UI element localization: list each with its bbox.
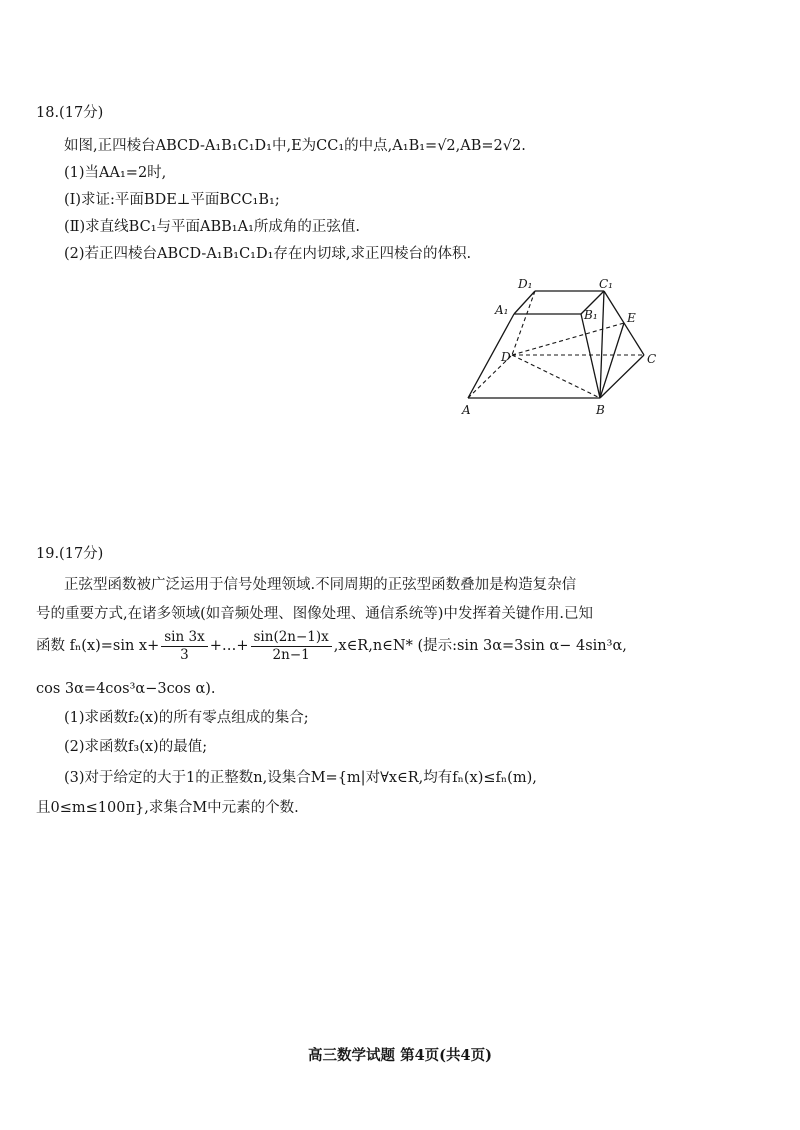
q19-f-prefix: 函数 fₙ(x)=sin x+ <box>36 638 160 654</box>
q19-sub2: (2)求函数f₃(x)的最值; <box>64 739 208 755</box>
page-footer: 高三数学试题 第4页(共4页) <box>308 1047 492 1064</box>
edge-DB <box>512 355 600 398</box>
label-B: B <box>596 403 605 417</box>
q19-sub1: (1)求函数f₂(x)的所有零点组成的集合; <box>64 710 309 726</box>
q19-sub3-line2: 且0≤m≤100π},求集合M中元素的个数. <box>36 800 299 816</box>
label-B1: B₁ <box>584 308 598 322</box>
q18-part1-ii: (Ⅱ)求直线BC₁与平面ABB₁A₁所成角的正弦值. <box>64 219 360 235</box>
fraction-numerator: sin 3x <box>161 629 207 647</box>
edge-D1D <box>512 291 535 355</box>
q19-title: 19.(17分) <box>36 546 104 562</box>
edge-B1B <box>581 314 600 398</box>
q18-part1-i: (Ⅰ)求证:平面BDE⊥平面BCC₁B₁; <box>64 192 280 208</box>
frustum-figure <box>455 272 655 422</box>
q18-part2: (2)若正四棱台ABCD-A₁B₁C₁D₁存在内切球,求正四棱台的体积. <box>64 246 472 262</box>
edge-BC1 <box>600 291 604 398</box>
edge-DE <box>512 323 624 355</box>
q19-function-definition <box>36 626 627 666</box>
fraction-sin3x-over-3 <box>161 629 207 664</box>
q18-part1: (1)当AA₁=2时, <box>64 165 167 181</box>
label-C1: C₁ <box>599 277 613 291</box>
label-D: D <box>501 350 511 364</box>
fraction-denominator: 2n−1 <box>272 646 310 663</box>
q18-title: 18.(17分) <box>36 105 104 121</box>
fraction-numerator: sin(2n−1)x <box>251 629 332 647</box>
q19-line4: cos 3α=4cos³α−3cos α). <box>36 681 216 697</box>
q19-sub3-line1: (3)对于给定的大于1的正整数n,设集合M={m|对∀x∈R,均有fₙ(x)≤fₙ(m), <box>64 770 537 786</box>
fraction-denominator: 3 <box>180 646 189 663</box>
label-E: E <box>627 311 636 325</box>
q18-intro: 如图,正四棱台ABCD-A₁B₁C₁D₁中,E为CC₁的中点,A₁B₁=√2,AB=2√2. <box>64 138 526 154</box>
edge-A1D1 <box>514 291 535 314</box>
q19-f-mid: +…+ <box>209 638 249 654</box>
q19-line1: 正弦型函数被广泛运用于信号处理领域.不同周期的正弦型函数叠加是构造复杂信 <box>64 577 577 593</box>
q19-line2: 号的重要方式,在诸多领域(如音频处理、图像处理、通信系统等)中发挥着关键作用.已知 <box>36 606 594 622</box>
fraction-general-term <box>251 629 332 664</box>
label-C: C <box>647 352 657 366</box>
label-D1: D₁ <box>518 277 533 291</box>
label-A: A <box>462 403 471 417</box>
q19-f-suffix: ,x∈R,n∈N* (提示:sin 3α=3sin α− 4sin³α, <box>333 638 627 654</box>
label-A1: A₁ <box>495 303 509 317</box>
